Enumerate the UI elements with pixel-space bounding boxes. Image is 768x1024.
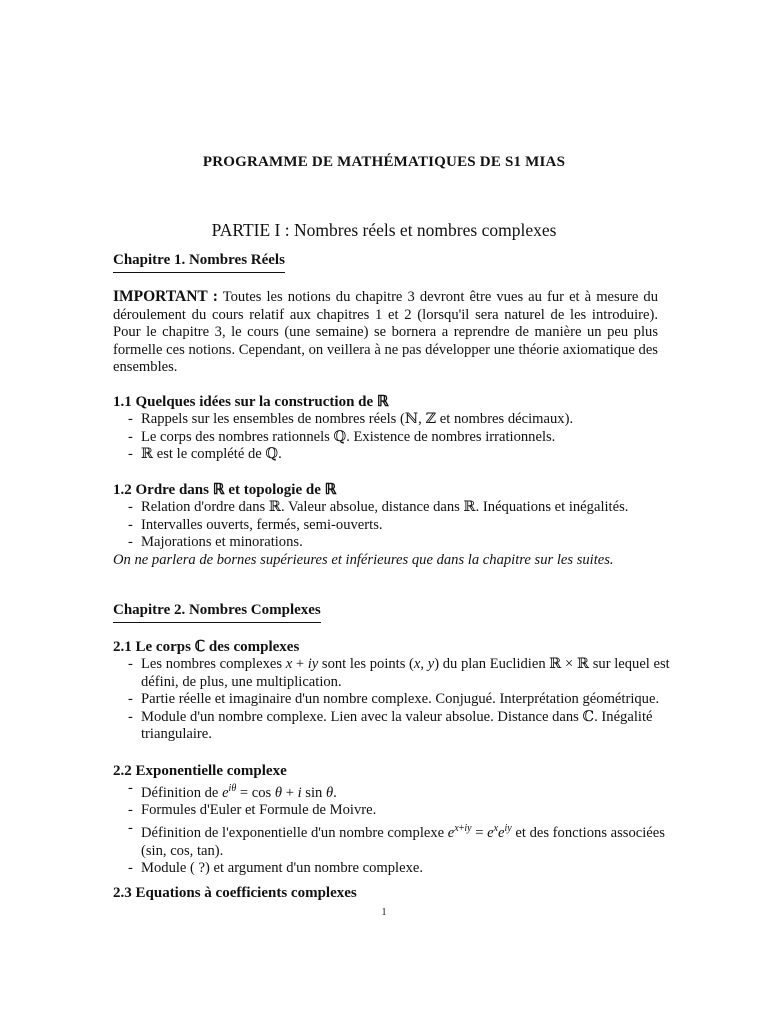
list-item: - Module ( ?) et argument d'un nombre complexe. [128,860,673,878]
list-item: - Module d'un nombre complexe. Lien avec la valeur absolue. Distance dans ℂ. Inégalité triangulaire. [128,709,673,744]
list-item: - Partie réelle et imaginaire d'un nombre complexe. Conjugué. Interprétation géométrique. [128,691,673,709]
list-item: - Relation d'ordre dans ℝ. Valeur absolue, distance dans ℝ. Inéquations et inégalités. [128,499,673,517]
part-title: PARTIE I : Nombres réels et nombres complexes [211,220,557,240]
list-item: - Les nombres complexes x + iy sont les points (x, y) du plan Euclidien ℝ × ℝ sur lequel est défini, de plus, une multiplication. [128,656,673,691]
list-item: - Définition de $e^{i\theta} = \cos \theta + i$ sin θ. [128,780,673,802]
item-list [113,411,673,464]
list-item: - ℝ est le complété de ℚ. [128,446,673,464]
list-item: - Définition de l'exponentielle d'un nombre complexe $e^{x+iy} = e^xe^{iy}$ et des fonctions associées (sin, cos, tan). [128,820,673,860]
item-list [113,499,673,552]
list-item: - Formules d'Euler et Formule de Moivre. [128,802,673,820]
document-title: PROGRAMME DE MATHÉMATIQUES DE S1 MIAS [202,154,566,170]
list-item: - Rappels sur les ensembles de nombres réels (ℕ, ℤ et nombres décimaux). [128,411,673,429]
section-heading: 2.1 Le corps ℂ des complexes [113,639,300,655]
important-label: IMPORTANT : [113,288,218,305]
list-item: - Le corps des nombres rationnels ℚ. Existence de nombres irrationnels. [128,429,673,447]
section-note: On ne parlera de bornes supérieures et inférieures que dans la chapitre sur les suites. [113,551,614,568]
section-2-1 [113,638,673,744]
important-paragraph [113,288,658,377]
item-list [113,780,673,878]
list-item: - Intervalles ouverts, fermés, semi-ouverts. [128,517,673,535]
section-1-1 [113,393,673,464]
item-list [113,656,673,744]
important-text: Toutes les notions du chapitre 3 devront être vues au fur et à mesure du déroulement du cours relatif aux chapitres 1 et 2 (lorsqu'il sera naturel de les introduire). Pour le chapitre 3, le cours (une semaine) se bornera a reprendre de manière un peu plus formelle ces notions. Cependant, on veillera à ne pas développer une théorie axiomatique des ensembles. [113,289,658,376]
section-2-3 [113,884,673,902]
list-item: - Majorations et minorations. [128,534,673,552]
section-heading: 2.2 Exponentielle complexe [113,763,287,779]
section-1-2 [113,481,673,569]
section-heading: 1.1 Quelques idées sur la construction de ℝ [113,394,389,410]
section-heading: 2.3 Equations à coefficients complexes [113,885,357,901]
section-heading: 1.2 Ordre dans ℝ et topologie de ℝ [113,482,337,498]
section-2-2 [113,762,673,878]
page-number: 1 [381,907,387,918]
chapter-2-title: Chapitre 2. Nombres Complexes [113,602,321,623]
chapter-1-title: Chapitre 1. Nombres Réels [113,252,285,273]
